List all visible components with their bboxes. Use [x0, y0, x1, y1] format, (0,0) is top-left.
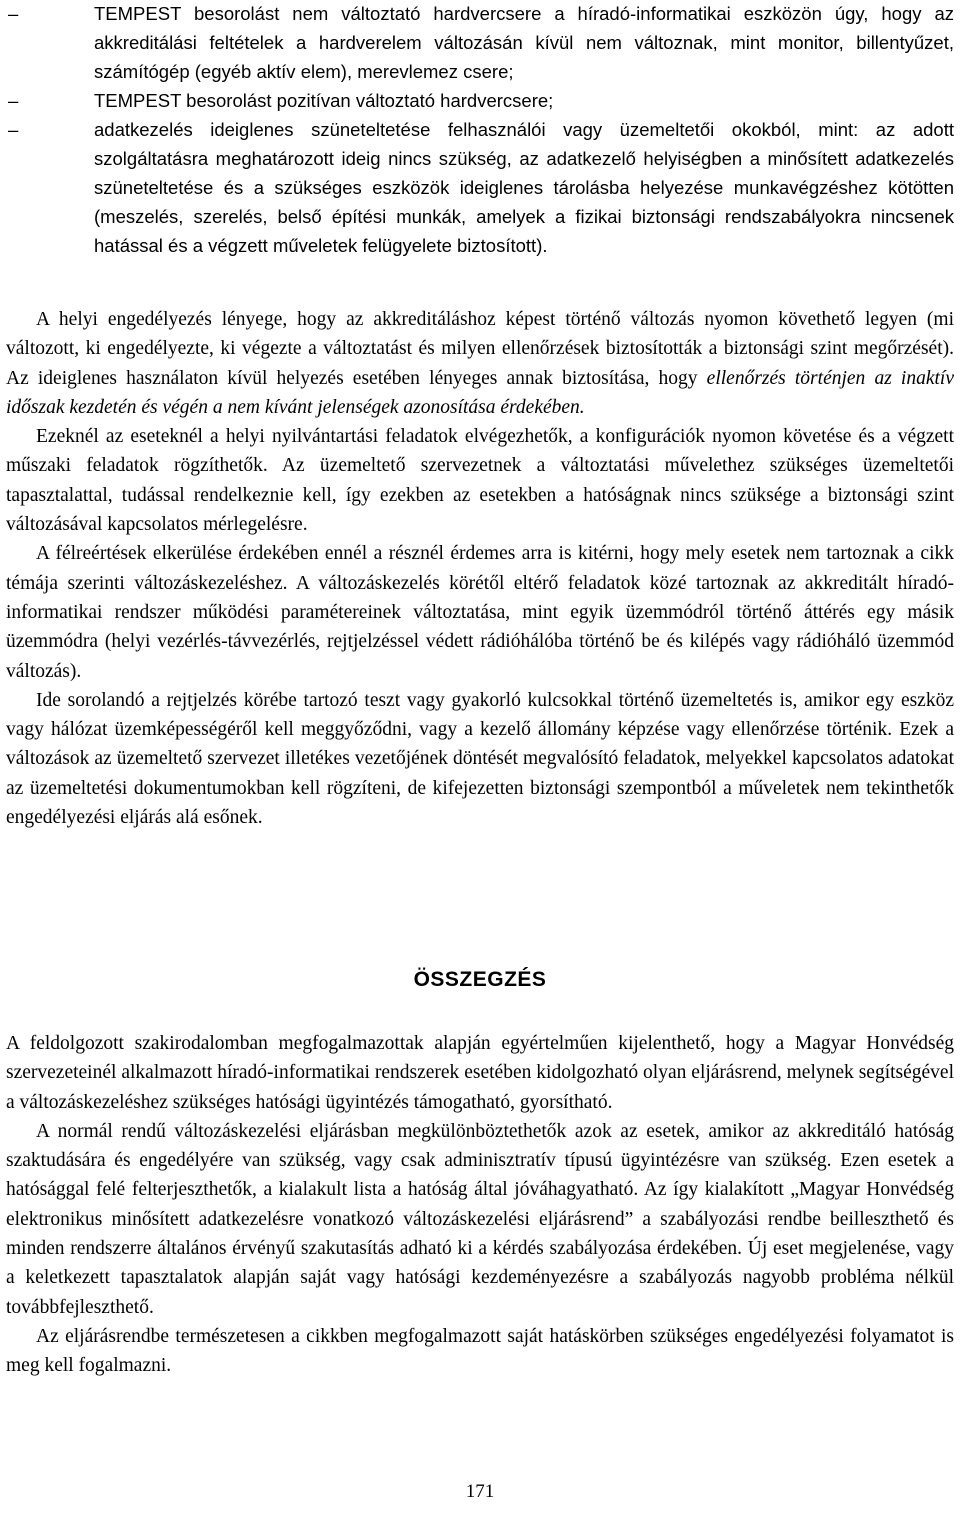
bullet-item-1 — [0, 0, 960, 86]
bullet-list — [0, 0, 960, 260]
bullet-text: TEMPEST besorolást pozitívan változtató hardvercsere; — [94, 90, 554, 111]
bullet-item-3 — [0, 115, 960, 260]
bullet-item-2 — [0, 86, 960, 115]
bullet-dash: – — [8, 3, 19, 24]
page-number: 171 — [465, 1481, 495, 1502]
bullet-dash: – — [8, 119, 19, 140]
paragraph-local-records: Ezeknél az eseteknél a helyi nyilvántartási feladatok elvégezhetők, a konfigurációk nyomon követése és a végzett műszaki feladatok rögzíthetők. Az üzemeltető szervezetnek a változtatási művelethez szükséges üzemeltetői tapasztalattal, tudással rendelkeznie kell, így ezekben az esetekben a hatóságnak nincs szüksége a biztonsági szint változásával kapcsolatos mérlegelésre. — [6, 426, 954, 536]
paragraph-test-keys: Ide sorolandó a rejtjelzés körébe tartozó teszt vagy gyakorló kulcsokkal történő üzemeltetés is, amikor egy eszköz vagy hálózat üzemképességéről kell meggyőződni, vagy a kezelő állomány képzése vagy ellenőrzése történik. Ezek a változások az üzemeltető szervezet illetékes vezetőjének döntését megvalósító feladatok, melyekkel kapcsolatos adatokat az üzemeltetési dokumentumokban kell rögzíteni, de kifejezetten biztonsági szempontból a műveletek nem tekinthetők engedélyezési eljárás alá esőnek. — [6, 689, 954, 829]
summary-paragraph-1: A feldolgozott szakirodalomban megfogalmazottak alapján egyértelműen kijelenthető, hogy a Magyar Honvédség szervezeteinél alkalmazott híradó-informatikai rendszerek esetében kidolgozható olyan eljárásrend, melynek segítségével a változáskezeléshez szükséges hatósági ügyintézés támogatható, gyorsítható. — [6, 1033, 954, 1113]
summary-paragraph-3: Az eljárásrendbe természetesen a cikkben megfogalmazott saját hatáskörben szükséges engedélyezési folyamatot is meg kell fogalmazni. — [6, 1325, 954, 1377]
summary-paragraph-2: A normál rendű változáskezelési eljárásban megkülönböztethetők azok az esetek, amikor az akkreditáló hatóság szaktudására és engedélyére van szükség, vagy csak adminisztratív típusú ügyintézésre van szükség. Ezen esetek a hatósággal felé felterjeszthetők, a kialakult lista a hatóság által jóváhagyatható. Az így kialakított „Magyar Honvédség elektronikus minősített adatkezelésre vonatkozó változáskezelési eljárásrend” a szabályozási rendbe beilleszthető és minden rendszerre általános érvényű szakutasítás adható ki a kérdés szabályozása érdekében. Új eset megjelenése, vagy a keletkezett tapasztalatok alapján saját vagy hatósági kezdeményezésre a szabályozás nagyobb probléma nélkül továbbfejleszthető. — [6, 1120, 954, 1318]
main-body — [6, 305, 954, 832]
paragraph-local-authorization — [6, 305, 954, 422]
emphasized-text: ellenőrzés történjen az inaktív időszak kezdetén és végén a nem kívánt jelenségek azonosítása érdekében. — [6, 367, 954, 418]
bullet-dash: – — [8, 90, 19, 111]
section-heading: ÖSSZEGZÉS — [413, 968, 547, 991]
paragraph-text: A helyi engedélyezés lényege, hogy az akkreditáláshoz képest történő változás nyomon követhető legyen (mi változott, ki engedélyezte, ki végezte a változtatást és milyen ellenőrzések biztosították a biztonsági szint megőrzését). Az ideiglenes használaton kívül helyezés esetében lényeges annak biztosítása, hogy — [6, 309, 954, 389]
bullet-text: TEMPEST besorolást nem változtató hardvercsere a híradó-informatikai eszközön úgy, hogy az akkreditálási feltételek a hardverelem változásán kívül nem változnak, mint monitor, billentyűzet, számítógép (egyéb aktív elem), merevlemez csere; — [94, 3, 954, 82]
paragraph-misunderstandings: A félreértések elkerülése érdekében ennél a résznél érdemes arra is kitérni, hogy mely esetek nem tartoznak a cikk témája szerinti változáskezeléshez. A változáskezelés körétől eltérő feladatok közé tartoznak az akkreditált híradó-informatikai rendszer működési paramétereinek változtatása, mint egyik üzemmódról történő áttérés egy másik üzemmódra (helyi vezérlés-távvezérlés, rejtjelzéssel védett rádióhálóba történő be és kilépés vagy rádióháló üzemmód változás). — [6, 543, 954, 682]
summary-body — [6, 1029, 954, 1381]
bullet-text: adatkezelés ideiglenes szüneteltetése felhasználói vagy üzemeltetői okokból, mint: az adott szolgáltatásra meghatározott ideig nincs szükség, az adatkezelő helyiségben a minősített adatkezelés szüneteltetése és a szükséges eszközök ideiglenes tárolásba helyezése munkavégzéshez kötötten (meszelés, szerelés, belső építési munkák, amelyek a fizikai biztonsági rendszabályokra nincsenek hatással és a végzett műveletek felügyelete biztosított). — [94, 119, 954, 256]
